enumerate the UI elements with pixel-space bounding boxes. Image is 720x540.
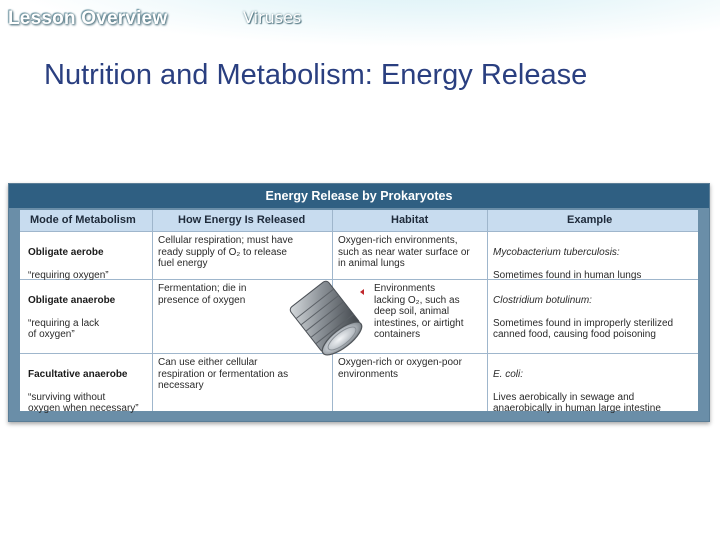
table-cell-energy: Cellular respiration; must have ready supply of O₂ to release fuel energy bbox=[158, 235, 294, 269]
table-title: Energy Release by Prokaryotes bbox=[9, 184, 709, 208]
table-header-row bbox=[20, 210, 698, 231]
table-cell-habitat: Environments lacking O₂, such as deep soil, animal intestines, or airtight containers bbox=[374, 283, 464, 340]
table-cell-mode bbox=[28, 283, 150, 352]
column-header-mode: Mode of Metabolism bbox=[30, 214, 136, 226]
canned-food-icon bbox=[288, 278, 364, 358]
example-description: Lives aerobically in sewage and anaerobically in human large intestine bbox=[493, 391, 661, 414]
topic-label: Viruses bbox=[243, 8, 302, 27]
table-cell-energy: Can use either cellular respiration or fermentation as necessary bbox=[158, 357, 289, 391]
example-organism: Clostridium botulinum: bbox=[493, 294, 592, 306]
column-divider bbox=[152, 210, 153, 411]
lesson-overview-label: Lesson Overview bbox=[8, 8, 168, 29]
table-cell-example bbox=[493, 235, 696, 281]
mode-name: Obligate anaerobe bbox=[28, 294, 116, 306]
table-cell-example bbox=[493, 357, 696, 415]
mode-name: Obligate aerobe bbox=[28, 246, 104, 258]
mode-description: “requiring oxygen” bbox=[28, 269, 109, 281]
column-divider bbox=[487, 210, 488, 411]
table-cell-energy: Fermentation; die in presence of oxygen bbox=[158, 283, 247, 306]
table-cell-mode bbox=[28, 357, 150, 426]
example-organism: Mycobacterium tuberculosis: bbox=[493, 246, 620, 258]
column-header-example: Example bbox=[567, 214, 613, 226]
mode-name: Facultative anaerobe bbox=[28, 368, 128, 380]
table-cell-example bbox=[493, 283, 696, 341]
table-cell-habitat: Oxygen-rich or oxygen-poor environments bbox=[338, 357, 462, 380]
example-organism: E. coli: bbox=[493, 368, 524, 380]
example-description: Sometimes found in improperly sterilized canned food, causing food poisoning bbox=[493, 317, 674, 340]
column-header-habitat: Habitat bbox=[391, 214, 429, 226]
slide-title: Nutrition and Metabolism: Energy Release bbox=[44, 59, 588, 91]
column-header-energy: How Energy Is Released bbox=[178, 214, 306, 226]
mode-description: “requiring a lack of oxygen” bbox=[28, 317, 100, 340]
table-cell-habitat: Oxygen-rich environments, such as near water surface or in animal lungs bbox=[338, 235, 470, 269]
example-description: Sometimes found in human lungs bbox=[493, 269, 642, 281]
mode-description: “surviving without oxygen when necessary” bbox=[28, 391, 139, 414]
row-divider bbox=[20, 231, 698, 232]
